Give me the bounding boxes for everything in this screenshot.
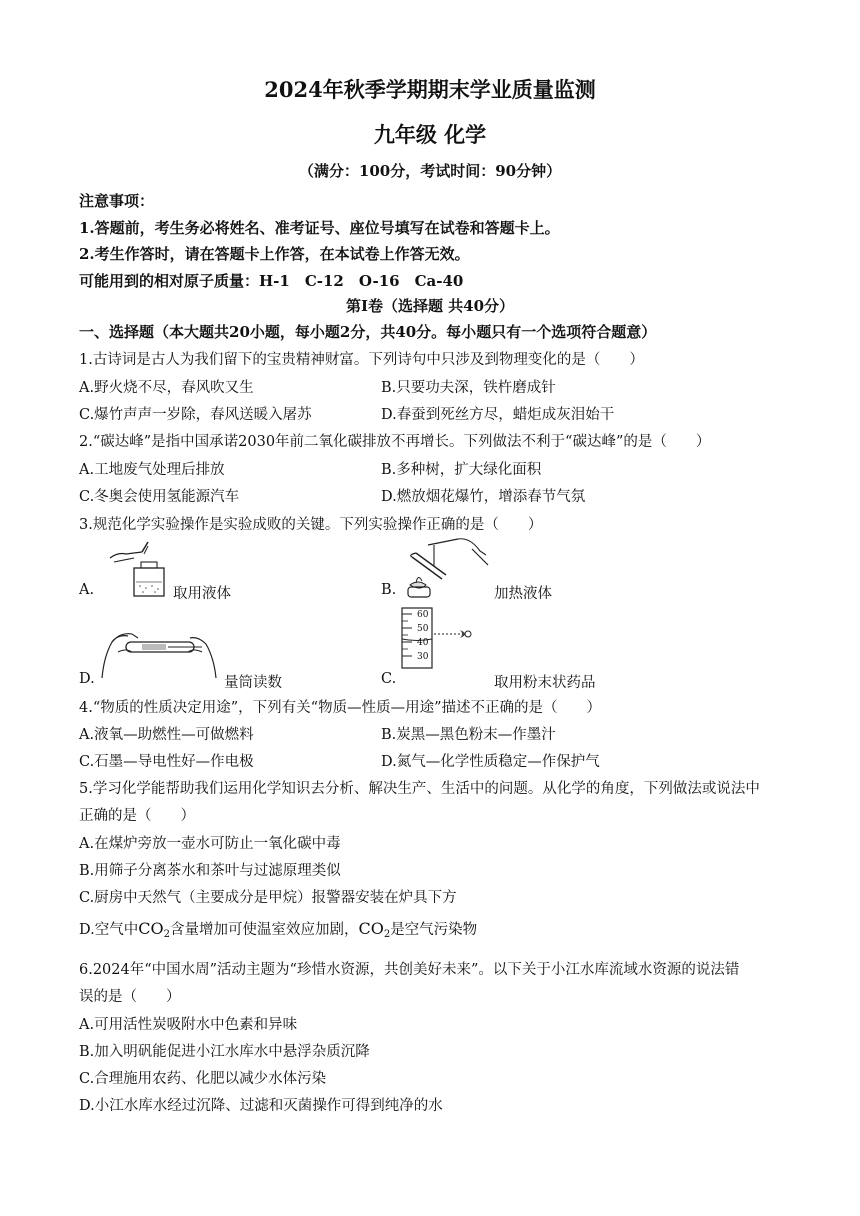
q3-fig-b-heating-icon [398, 535, 490, 601]
q5-stem-line-1: 5.学习化学能帮助我们运用化学知识去分析、解决生产、生活中的问题。从化学的角度，下列做法或说法中 [79, 781, 760, 797]
q6-stem-line-1: 6.2024年“中国水周”活动主题为“珍惜水资源，共创美好未来”。以下关于小江水库流域水资源的说法错 [79, 962, 740, 978]
q3-option-a-caption: 取用液体 [173, 586, 231, 602]
q5-d-prefix: D.空气中 [79, 922, 139, 938]
q1-option-a: A.野火烧不尽，春风吹又生 [79, 380, 254, 396]
q3-option-d-letter: D. [79, 671, 95, 687]
q1-option-d: D.春蚕到死丝方尽，蜡炬成灰泪始干 [381, 407, 615, 423]
q5-option-b: B.用筛子分离茶水和茶叶与过滤原理类似 [79, 863, 341, 879]
q4-option-c: C.石墨—导电性好—作电极 [79, 754, 254, 770]
section-1-title: 一、选择题（本大题共20小题，每小题2分，共40分。每小题只有一个选项符合题意） [79, 323, 657, 341]
full-mark-info: （满分：100分，考试时间：90分钟） [298, 162, 562, 180]
q5-option-d [79, 918, 477, 940]
q3-option-c-letter: C. [381, 671, 397, 687]
q3-cylinder-tick-30: 30 [417, 652, 429, 662]
q5-option-c: C.厨房中天然气（主要成分是甲烷）报警器安装在炉具下方 [79, 890, 457, 906]
exam-title: 2024年秋季学期期末学业质量监测 [264, 77, 596, 102]
q3-option-b-caption: 加热液体 [494, 586, 552, 602]
q5-d-sub-b: 2 [383, 929, 391, 940]
q5-d-suffix: 是空气污染物 [390, 922, 478, 938]
q3-stem: 3.规范化学实验操作是实验成败的关键。下列实验操作正确的是（ ） [79, 517, 543, 533]
q3-option-c-caption: 取用粉末状药品 [494, 675, 596, 691]
exam-subtitle: 九年级 化学 [373, 122, 487, 147]
part1-title: 第Ⅰ卷（选择题 共40分） [345, 297, 515, 315]
q5-d-co2-a: CO [138, 919, 164, 938]
q5-d-middle: 含量增加可使温室效应加剧， [169, 922, 359, 938]
q2-stem: 2.“碳达峰”是指中国承诺2030年前二氧化碳排放不再增长。下列做法不利于“碳达峰”的是（ ） [79, 434, 711, 450]
q3-option-b-letter: B. [381, 582, 397, 598]
q5-stem-line-2: 正确的是（ ） [79, 808, 195, 824]
q3-fig-c-cylinder-icon [398, 606, 488, 668]
q3-option-a-letter: A. [79, 582, 95, 598]
atomic-mass: 可能用到的相对原子质量：H-1 C-12 O-16 Ca-40 [79, 272, 464, 290]
note-item-1: 1.答题前，考生务必将姓名、准考证号、座位号填写在试卷和答题卡上。 [79, 219, 560, 237]
q5-option-a: A.在煤炉旁放一壶水可防止一氧化碳中毒 [79, 836, 341, 852]
q6-stem-line-2: 误的是（ ） [79, 989, 181, 1005]
notes-heading: 注意事项： [79, 192, 155, 210]
q3-fig-a-dropper-icon [108, 538, 178, 598]
q2-option-a: A.工地废气处理后排放 [79, 462, 225, 478]
q6-option-c: C.合理施用农药、化肥以减少水体污染 [79, 1071, 327, 1087]
q3-cylinder-tick-60: 60 [417, 610, 429, 620]
q1-stem: 1.古诗词是古人为我们留下的宝贵精神财富。下列诗句中只涉及到物理变化的是（ ） [79, 352, 644, 368]
note-item-2: 2.考生作答时，请在答题卡上作答，在本试卷上作答无效。 [79, 245, 470, 263]
q6-option-d: D.小江水库水经过沉降、过滤和灭菌操作可得到纯净的水 [79, 1098, 443, 1114]
q3-cylinder-tick-40: 40 [417, 638, 429, 648]
q3-cylinder-tick-50: 50 [417, 624, 429, 634]
q2-option-d: D.燃放烟花爆竹，增添春节气氛 [381, 489, 586, 505]
q1-option-c: C.爆竹声声一岁除，春风送暖入屠苏 [79, 407, 312, 423]
q3-option-d-caption: 量筒读数 [224, 675, 282, 691]
q4-option-a: A.液氧—助燃性—可做燃料 [79, 727, 254, 743]
q5-d-sub-a: 2 [163, 929, 170, 940]
q4-option-b: B.炭黑—黑色粉末—作墨汁 [381, 727, 556, 743]
q6-option-a: A.可用活性炭吸附水中色素和异味 [79, 1017, 298, 1033]
q6-option-b: B.加入明矾能促进小江水库水中悬浮杂质沉降 [79, 1044, 370, 1060]
q1-option-b: B.只要功夫深，铁杵磨成针 [381, 380, 556, 396]
q3-fig-d-hands-tube-icon [98, 622, 220, 680]
q4-stem: 4.“物质的性质决定用途”，下列有关“物质—性质—用途”描述不正确的是（ ） [79, 700, 601, 716]
q4-option-d: D.氮气—化学性质稳定—作保护气 [381, 754, 600, 770]
q2-option-b: B.多种树，扩大绿化面积 [381, 462, 542, 478]
q2-option-c: C.冬奥会使用氢能源汽车 [79, 489, 240, 505]
q5-d-co2-b: CO [358, 919, 384, 938]
